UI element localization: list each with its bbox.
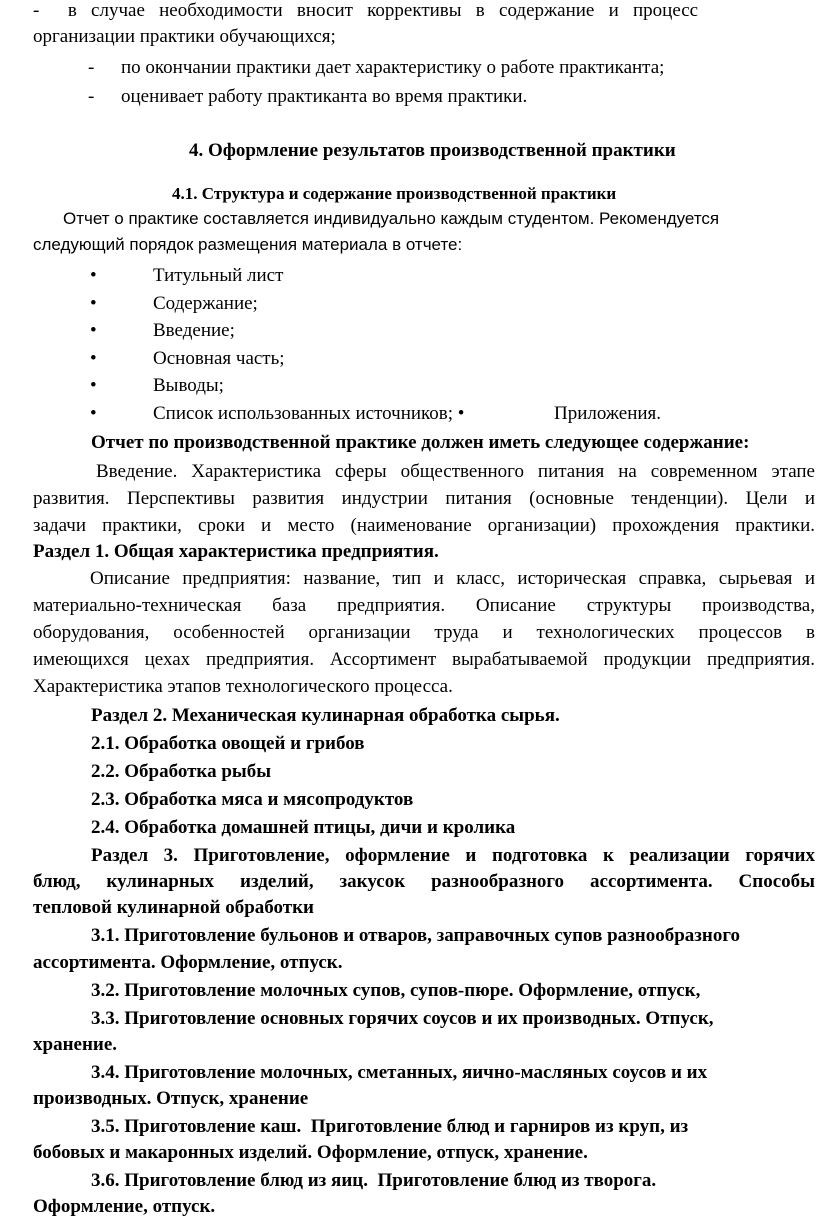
section-3-title-line-2: блюд, кулинарных изделий, закусок разнообразного ассортимента. Способы (33, 871, 815, 892)
intro-line-2: следующий порядок размещения материала в отчете: (33, 235, 463, 254)
section-2-item: 2.1. Обработка овощей и грибов (91, 733, 365, 754)
section-3-4-line-1: 3.4. Приготовление молочных, сметанных, яично-масляных соусов и их (91, 1062, 708, 1083)
section-3-6-line-1: 3.6. Приготовление блюд из яиц. Приготовление блюд из творога. (91, 1170, 657, 1191)
section-4-1-subtitle: 4.1. Структура и содержание производственной практики (172, 184, 617, 203)
bullet-marker: • (90, 320, 97, 341)
report-intro-line-2: развития. Перспективы развития индустрии питания (основные тенденции). Цели и (33, 488, 815, 509)
section-3-5-line-2: бобовых и макаронных изделий. Оформление, отпуск, хранение. (33, 1142, 588, 1163)
section-3-title-line-3: тепловой кулинарной обработки (33, 897, 314, 918)
bullet-item: Приложения. (554, 403, 662, 424)
bullet-item: Список использованных источников; • (153, 403, 465, 424)
section-2-item: 2.4. Обработка домашней птицы, дичи и кролика (91, 817, 516, 838)
section-1-line-5: Характеристика этапов технологического процесса. (33, 676, 453, 697)
section-3-title-line-1: Раздел 3. Приготовление, оформление и подготовка к реализации горячих (91, 845, 815, 866)
bullet-marker: • (90, 265, 97, 286)
dash-marker: - (88, 57, 95, 78)
dash-item-2: по окончании практики дает характеристику о работе практиканта; (121, 57, 665, 78)
section-3-3-line-2: хранение. (33, 1034, 118, 1055)
section-3-4-line-2: производных. Отпуск, хранение (33, 1088, 309, 1109)
dash-item-1-line2: организации практики обучающихся; (33, 26, 336, 47)
section-4-title: 4. Оформление результатов производственной практики (189, 140, 676, 161)
bullet-item: Титульный лист (153, 265, 284, 286)
section-3-1-line-2: ассортимента. Оформление, отпуск. (33, 952, 343, 973)
report-intro-line-3: задачи практики, сроки и место (наименование организации) прохождения практики. (33, 515, 815, 536)
section-2-item: 2.3. Обработка мяса и мясопродуктов (91, 789, 414, 810)
section-3-6-line-2: Оформление, отпуск. (33, 1196, 216, 1217)
dash-item-3: оценивает работу практиканта во время практики. (121, 86, 528, 107)
bullet-item: Основная часть; (153, 348, 285, 369)
section-3-2: 3.2. Приготовление молочных супов, супов-пюре. Оформление, отпуск, (91, 980, 701, 1001)
section-1-line-2: материально-техническая база предприятия. Описание структуры производства, (33, 595, 815, 616)
bullet-item: Выводы; (153, 375, 224, 396)
section-1-line-4: имеющихся цехах предприятия. Ассортимент вырабатываемой продукции предприятия. (33, 649, 815, 670)
section-3-3-line-1: 3.3. Приготовление основных горячих соусов и их производных. Отпуск, (91, 1008, 714, 1029)
section-1-line-3: оборудования, особенностей организации труда и технологических процессов в (33, 622, 815, 643)
bullet-marker: • (90, 348, 97, 369)
section-1-title: Раздел 1. Общая характеристика предприятия. (33, 541, 439, 562)
report-heading: Отчет по производственной практике должен иметь следующее содержание: (91, 432, 750, 453)
section-3-5-line-1: 3.5. Приготовление каш. Приготовление блюд и гарниров из круп, из (91, 1116, 689, 1137)
bullet-marker: • (90, 293, 97, 314)
bullet-marker: • (90, 403, 97, 424)
intro-line-1: Отчет о практике составляется индивидуально каждым студентом. Рекомендуется (63, 209, 720, 228)
section-2-item: 2.2. Обработка рыбы (91, 761, 272, 782)
section-2-title: Раздел 2. Механическая кулинарная обработка сырья. (91, 705, 560, 726)
section-1-line-1: Описание предприятия: название, тип и класс, историческая справка, сырьевая и (90, 568, 815, 589)
bullet-marker: • (90, 375, 97, 396)
bullet-item: Содержание; (153, 293, 258, 314)
dash-marker: - (88, 86, 95, 107)
report-intro-line-1: Введение. Характеристика сферы общественного питания на современном этапе (96, 461, 815, 482)
section-3-1-line-1: 3.1. Приготовление бульонов и отваров, заправочных супов разнообразного (91, 925, 741, 946)
dash-item-1-line1: - в случае необходимости вносит коррективы в содержание и процесс (33, 0, 699, 21)
bullet-item: Введение; (153, 320, 235, 341)
